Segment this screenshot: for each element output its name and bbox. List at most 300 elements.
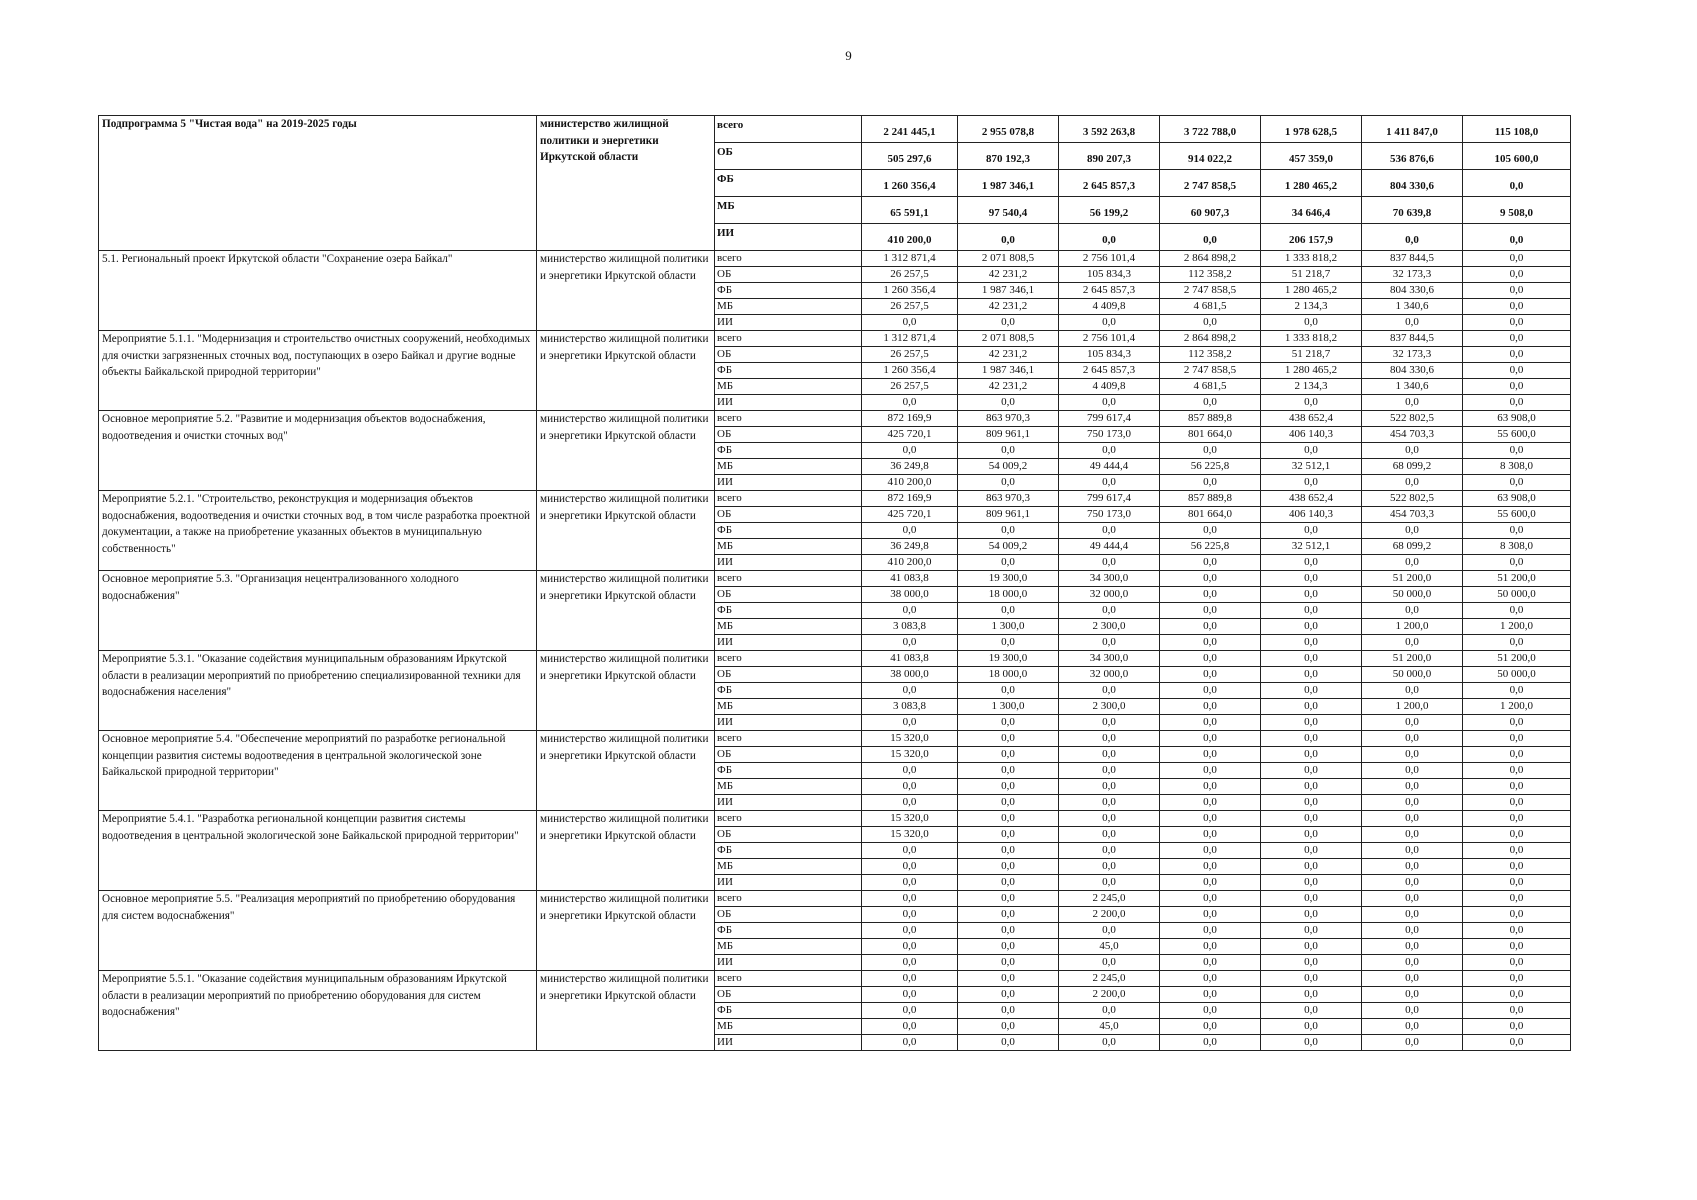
funding-amount: 870 192,3 [958, 143, 1059, 170]
funding-amount: 2 245,0 [1059, 891, 1160, 907]
funding-amount: 0,0 [1261, 763, 1362, 779]
funding-amount: 1 312 871,4 [862, 331, 958, 347]
funding-amount: 56 225,8 [1160, 459, 1261, 475]
funding-amount: 0,0 [1463, 379, 1571, 395]
funding-amount: 1 340,6 [1362, 299, 1463, 315]
funding-amount: 0,0 [1160, 843, 1261, 859]
funding-amount: 15 320,0 [862, 827, 958, 843]
funding-amount: 863 970,3 [958, 411, 1059, 427]
responsible-executor: министерство жилищной политики и энергетики Иркутской области [537, 491, 715, 571]
responsible-executor: министерство жилищной политики и энергетики Иркутской области [537, 891, 715, 971]
funding-amount: 1 200,0 [1362, 699, 1463, 715]
funding-amount: 36 249,8 [862, 459, 958, 475]
funding-source: МБ [715, 1019, 862, 1035]
funding-amount: 0,0 [1362, 1035, 1463, 1051]
funding-source: всего [715, 651, 862, 667]
funding-amount: 0,0 [1362, 907, 1463, 923]
funding-amount: 0,0 [862, 843, 958, 859]
funding-amount: 0,0 [1261, 651, 1362, 667]
funding-amount: 0,0 [1261, 859, 1362, 875]
funding-amount: 438 652,4 [1261, 491, 1362, 507]
funding-amount: 0,0 [1059, 315, 1160, 331]
funding-amount: 42 231,2 [958, 299, 1059, 315]
funding-amount: 50 000,0 [1463, 667, 1571, 683]
funding-amount: 0,0 [1059, 843, 1160, 859]
funding-amount: 505 297,6 [862, 143, 958, 170]
funding-amount: 0,0 [958, 731, 1059, 747]
funding-amount: 112 358,2 [1160, 347, 1261, 363]
funding-amount: 0,0 [1059, 875, 1160, 891]
funding-amount: 1 333 818,2 [1261, 251, 1362, 267]
funding-amount: 0,0 [1261, 587, 1362, 603]
funding-amount: 0,0 [1261, 571, 1362, 587]
funding-amount: 1 333 818,2 [1261, 331, 1362, 347]
funding-amount: 8 308,0 [1463, 539, 1571, 555]
funding-amount: 2 241 445,1 [862, 116, 958, 143]
funding-amount: 0,0 [1160, 603, 1261, 619]
funding-source: ФБ [715, 683, 862, 699]
funding-amount: 0,0 [1362, 315, 1463, 331]
funding-amount: 0,0 [1261, 843, 1362, 859]
funding-amount: 2 756 101,4 [1059, 331, 1160, 347]
funding-source: ИИ [715, 955, 862, 971]
funding-amount: 0,0 [862, 891, 958, 907]
funding-amount: 34 300,0 [1059, 651, 1160, 667]
funding-amount: 0,0 [1261, 779, 1362, 795]
table-row [99, 491, 1571, 507]
funding-source: МБ [715, 939, 862, 955]
funding-amount: 0,0 [1261, 747, 1362, 763]
program-item-name: Основное мероприятие 5.4. "Обеспечение мероприятий по разработке региональной концепции развития системы водоотведения в центральной экологической зоне Байкальской природной территории" [99, 731, 537, 811]
funding-amount: 0,0 [1160, 475, 1261, 491]
program-item-name: Мероприятие 5.1.1. "Модернизация и строительство очистных сооружений, необходимых для очистки загрязненных сточных вод, поступающих в озеро Байкал и другие водные объекты Байкальской природной территории" [99, 331, 537, 411]
funding-source: ОБ [715, 747, 862, 763]
funding-amount: 0,0 [1463, 827, 1571, 843]
funding-amount: 0,0 [1463, 1019, 1571, 1035]
funding-amount: 0,0 [958, 891, 1059, 907]
funding-amount: 50 000,0 [1362, 587, 1463, 603]
funding-amount: 0,0 [862, 763, 958, 779]
funding-amount: 38 000,0 [862, 587, 958, 603]
funding-amount: 42 231,2 [958, 379, 1059, 395]
funding-amount: 41 083,8 [862, 651, 958, 667]
funding-amount: 0,0 [1463, 347, 1571, 363]
funding-amount: 0,0 [1261, 891, 1362, 907]
funding-amount: 1 987 346,1 [958, 170, 1059, 197]
funding-amount: 0,0 [1463, 635, 1571, 651]
funding-source: всего [715, 811, 862, 827]
funding-source: ФБ [715, 843, 862, 859]
funding-amount: 2 134,3 [1261, 299, 1362, 315]
funding-amount: 26 257,5 [862, 299, 958, 315]
funding-amount: 0,0 [1463, 363, 1571, 379]
funding-amount: 0,0 [1463, 395, 1571, 411]
funding-amount: 0,0 [1261, 971, 1362, 987]
funding-amount: 0,0 [958, 923, 1059, 939]
funding-amount: 0,0 [1463, 555, 1571, 571]
funding-source: ИИ [715, 475, 862, 491]
funding-amount: 0,0 [862, 1035, 958, 1051]
funding-amount: 0,0 [958, 523, 1059, 539]
funding-amount: 0,0 [862, 955, 958, 971]
funding-amount: 45,0 [1059, 1019, 1160, 1035]
funding-amount: 0,0 [1160, 443, 1261, 459]
funding-amount: 0,0 [1463, 971, 1571, 987]
funding-amount: 0,0 [1160, 1019, 1261, 1035]
table-row [99, 891, 1571, 907]
funding-amount: 0,0 [1463, 987, 1571, 1003]
funding-amount: 0,0 [1261, 1019, 1362, 1035]
funding-amount: 2 300,0 [1059, 619, 1160, 635]
table-row [99, 331, 1571, 347]
funding-amount: 0,0 [862, 923, 958, 939]
funding-amount: 0,0 [1160, 779, 1261, 795]
funding-amount: 0,0 [1463, 251, 1571, 267]
funding-amount: 105 834,3 [1059, 267, 1160, 283]
table-row [99, 411, 1571, 427]
program-item-name: Основное мероприятие 5.5. "Реализация мероприятий по приобретению оборудования для систем водоснабжения" [99, 891, 537, 971]
funding-amount: 2 747 858,5 [1160, 283, 1261, 299]
funding-amount: 0,0 [1261, 683, 1362, 699]
funding-amount: 0,0 [1463, 923, 1571, 939]
funding-amount: 0,0 [958, 224, 1059, 251]
funding-amount: 0,0 [1261, 875, 1362, 891]
funding-source: ФБ [715, 923, 862, 939]
funding-amount: 0,0 [958, 635, 1059, 651]
funding-amount: 42 231,2 [958, 347, 1059, 363]
funding-source: ИИ [715, 715, 862, 731]
funding-amount: 68 099,2 [1362, 459, 1463, 475]
funding-amount: 804 330,6 [1362, 170, 1463, 197]
funding-amount: 0,0 [1160, 699, 1261, 715]
funding-amount: 0,0 [1261, 395, 1362, 411]
funding-amount: 0,0 [958, 779, 1059, 795]
funding-amount: 0,0 [1059, 395, 1160, 411]
funding-amount: 837 844,5 [1362, 251, 1463, 267]
funding-amount: 0,0 [1463, 747, 1571, 763]
funding-amount: 0,0 [1261, 939, 1362, 955]
funding-amount: 522 802,5 [1362, 491, 1463, 507]
funding-amount: 0,0 [958, 795, 1059, 811]
funding-amount: 70 639,8 [1362, 197, 1463, 224]
table-row [99, 116, 1571, 143]
funding-amount: 0,0 [1160, 987, 1261, 1003]
funding-amount: 41 083,8 [862, 571, 958, 587]
funding-amount: 1 300,0 [958, 619, 1059, 635]
funding-amount: 19 300,0 [958, 571, 1059, 587]
funding-amount: 0,0 [1160, 555, 1261, 571]
funding-amount: 750 173,0 [1059, 507, 1160, 523]
funding-amount: 1 200,0 [1463, 699, 1571, 715]
funding-amount: 0,0 [1160, 651, 1261, 667]
funding-amount: 0,0 [1261, 555, 1362, 571]
funding-source: МБ [715, 459, 862, 475]
funding-amount: 0,0 [1059, 955, 1160, 971]
funding-amount: 0,0 [1362, 923, 1463, 939]
funding-amount: 0,0 [1362, 603, 1463, 619]
funding-amount: 0,0 [1160, 224, 1261, 251]
funding-amount: 0,0 [1160, 1003, 1261, 1019]
funding-source: всего [715, 331, 862, 347]
funding-amount: 857 889,8 [1160, 411, 1261, 427]
funding-amount: 1 200,0 [1362, 619, 1463, 635]
program-item-name: Основное мероприятие 5.2. "Развитие и модернизация объектов водоснабжения, водоотведения и очистки сточных вод" [99, 411, 537, 491]
funding-amount: 410 200,0 [862, 475, 958, 491]
funding-amount: 0,0 [1160, 747, 1261, 763]
funding-amount: 3 083,8 [862, 619, 958, 635]
funding-source: ОБ [715, 667, 862, 683]
funding-amount: 0,0 [1059, 555, 1160, 571]
funding-amount: 105 600,0 [1463, 143, 1571, 170]
funding-amount: 1 260 356,4 [862, 170, 958, 197]
funding-amount: 0,0 [958, 875, 1059, 891]
funding-amount: 0,0 [1261, 443, 1362, 459]
funding-amount: 0,0 [958, 443, 1059, 459]
funding-amount: 0,0 [1160, 395, 1261, 411]
funding-amount: 0,0 [958, 987, 1059, 1003]
funding-source: МБ [715, 379, 862, 395]
funding-amount: 0,0 [958, 843, 1059, 859]
funding-amount: 0,0 [862, 907, 958, 923]
funding-amount: 3 592 263,8 [1059, 116, 1160, 143]
funding-source: ФБ [715, 603, 862, 619]
funding-amount: 406 140,3 [1261, 507, 1362, 523]
responsible-executor: министерство жилищной политики и энергетики Иркутской области [537, 571, 715, 651]
funding-amount: 0,0 [1261, 795, 1362, 811]
funding-amount: 0,0 [1362, 875, 1463, 891]
funding-amount: 0,0 [1463, 683, 1571, 699]
funding-amount: 0,0 [1463, 603, 1571, 619]
funding-amount: 63 908,0 [1463, 491, 1571, 507]
funding-amount: 0,0 [1160, 667, 1261, 683]
funding-amount: 0,0 [1059, 224, 1160, 251]
funding-amount: 4 681,5 [1160, 379, 1261, 395]
funding-amount: 0,0 [958, 603, 1059, 619]
funding-amount: 809 961,1 [958, 427, 1059, 443]
funding-amount: 410 200,0 [862, 224, 958, 251]
program-item-name: Мероприятие 5.3.1. "Оказание содействия муниципальным образованиям Иркутской области в реализации мероприятий по приобретению специализированной техники для водоснабжения населения" [99, 651, 537, 731]
funding-amount: 0,0 [1362, 1003, 1463, 1019]
funding-amount: 0,0 [1463, 299, 1571, 315]
funding-amount: 0,0 [862, 395, 958, 411]
funding-source: ИИ [715, 635, 862, 651]
table-row [99, 571, 1571, 587]
program-item-name: Мероприятие 5.2.1. "Строительство, реконструкция и модернизация объектов водоснабжения, водоотведения и очистки сточных вод, в том числе разработка проектной документации, а также на приобретение указанных объектов в муниципальную собственность" [99, 491, 537, 571]
funding-amount: 0,0 [1160, 859, 1261, 875]
responsible-executor: министерство жилищной политики и энергетики Иркутской области [537, 731, 715, 811]
funding-amount: 0,0 [1362, 731, 1463, 747]
table-row [99, 811, 1571, 827]
funding-source: всего [715, 571, 862, 587]
funding-amount: 0,0 [1160, 907, 1261, 923]
funding-amount: 0,0 [1059, 683, 1160, 699]
funding-amount: 2 756 101,4 [1059, 251, 1160, 267]
funding-amount: 0,0 [1160, 619, 1261, 635]
funding-amount: 68 099,2 [1362, 539, 1463, 555]
funding-amount: 522 802,5 [1362, 411, 1463, 427]
funding-amount: 0,0 [1362, 891, 1463, 907]
funding-amount: 0,0 [1059, 747, 1160, 763]
funding-amount: 34 300,0 [1059, 571, 1160, 587]
funding-amount: 32 173,3 [1362, 267, 1463, 283]
funding-amount: 0,0 [1362, 955, 1463, 971]
funding-source: ОБ [715, 507, 862, 523]
funding-amount: 0,0 [1160, 731, 1261, 747]
funding-amount: 0,0 [958, 763, 1059, 779]
funding-source: ОБ [715, 143, 862, 170]
funding-amount: 0,0 [958, 683, 1059, 699]
funding-amount: 56 225,8 [1160, 539, 1261, 555]
funding-amount: 406 140,3 [1261, 427, 1362, 443]
funding-amount: 457 359,0 [1261, 143, 1362, 170]
funding-amount: 0,0 [1261, 987, 1362, 1003]
funding-amount: 0,0 [1059, 603, 1160, 619]
funding-amount: 799 617,4 [1059, 411, 1160, 427]
funding-amount: 0,0 [1059, 443, 1160, 459]
funding-amount: 49 444,4 [1059, 539, 1160, 555]
funding-source: всего [715, 251, 862, 267]
funding-amount: 0,0 [1463, 523, 1571, 539]
table-body [99, 116, 1571, 1051]
funding-amount: 60 907,3 [1160, 197, 1261, 224]
funding-amount: 0,0 [958, 747, 1059, 763]
funding-amount: 0,0 [862, 1019, 958, 1035]
responsible-executor: министерство жилищной политики и энергетики Иркутской области [537, 811, 715, 891]
table-row [99, 251, 1571, 267]
funding-amount: 0,0 [1261, 603, 1362, 619]
funding-amount: 0,0 [1160, 763, 1261, 779]
budget-table [98, 115, 1571, 1051]
funding-amount: 454 703,3 [1362, 507, 1463, 523]
funding-amount: 410 200,0 [862, 555, 958, 571]
funding-amount: 3 083,8 [862, 699, 958, 715]
funding-amount: 863 970,3 [958, 491, 1059, 507]
funding-amount: 0,0 [1463, 763, 1571, 779]
funding-amount: 0,0 [1463, 811, 1571, 827]
funding-source: ФБ [715, 1003, 862, 1019]
funding-amount: 0,0 [1463, 907, 1571, 923]
funding-amount: 1 280 465,2 [1261, 363, 1362, 379]
funding-amount: 0,0 [862, 683, 958, 699]
funding-amount: 0,0 [1059, 715, 1160, 731]
funding-amount: 0,0 [1463, 859, 1571, 875]
funding-amount: 0,0 [862, 715, 958, 731]
funding-amount: 0,0 [1463, 891, 1571, 907]
funding-amount: 0,0 [1362, 443, 1463, 459]
funding-amount: 0,0 [862, 603, 958, 619]
funding-amount: 0,0 [1362, 987, 1463, 1003]
funding-amount: 0,0 [958, 907, 1059, 923]
funding-amount: 0,0 [1463, 715, 1571, 731]
funding-amount: 0,0 [1261, 1035, 1362, 1051]
funding-amount: 32 512,1 [1261, 459, 1362, 475]
funding-amount: 0,0 [1362, 971, 1463, 987]
funding-amount: 0,0 [1261, 523, 1362, 539]
funding-amount: 1 260 356,4 [862, 283, 958, 299]
table-row [99, 731, 1571, 747]
funding-amount: 0,0 [1362, 683, 1463, 699]
funding-amount: 0,0 [1463, 875, 1571, 891]
funding-amount: 0,0 [1463, 443, 1571, 459]
funding-amount: 0,0 [1463, 731, 1571, 747]
funding-amount: 0,0 [1362, 795, 1463, 811]
funding-amount: 0,0 [1463, 843, 1571, 859]
funding-amount: 0,0 [1059, 763, 1160, 779]
funding-amount: 0,0 [1362, 859, 1463, 875]
funding-amount: 801 664,0 [1160, 427, 1261, 443]
funding-amount: 0,0 [958, 955, 1059, 971]
responsible-executor: министерство жилищной политики и энергетики Иркутской области [537, 971, 715, 1051]
funding-source: ФБ [715, 283, 862, 299]
funding-amount: 0,0 [1059, 635, 1160, 651]
funding-amount: 51 200,0 [1463, 651, 1571, 667]
funding-amount: 0,0 [862, 443, 958, 459]
page-number: 9 [845, 48, 852, 63]
funding-amount: 0,0 [958, 555, 1059, 571]
funding-amount: 0,0 [1059, 475, 1160, 491]
funding-amount: 34 646,4 [1261, 197, 1362, 224]
funding-amount: 0,0 [958, 939, 1059, 955]
funding-source: ИИ [715, 555, 862, 571]
funding-amount: 115 108,0 [1463, 116, 1571, 143]
funding-amount: 0,0 [958, 395, 1059, 411]
funding-source: МБ [715, 859, 862, 875]
funding-amount: 0,0 [1261, 619, 1362, 635]
funding-amount: 1 340,6 [1362, 379, 1463, 395]
responsible-executor: министерство жилищной политики и энергетики Иркутской области [537, 331, 715, 411]
funding-source: ОБ [715, 987, 862, 1003]
funding-amount: 0,0 [1362, 843, 1463, 859]
funding-source: ИИ [715, 795, 862, 811]
funding-amount: 0,0 [1059, 859, 1160, 875]
funding-source: ФБ [715, 170, 862, 197]
funding-amount: 0,0 [1362, 715, 1463, 731]
funding-amount: 1 280 465,2 [1261, 283, 1362, 299]
funding-amount: 0,0 [1059, 795, 1160, 811]
funding-amount: 0,0 [1160, 811, 1261, 827]
funding-amount: 2 864 898,2 [1160, 331, 1261, 347]
program-item-name: Мероприятие 5.4.1. "Разработка региональной концепции развития системы водоотведения в центральной экологической зоне Байкальской природной территории" [99, 811, 537, 891]
funding-amount: 51 218,7 [1261, 347, 1362, 363]
funding-amount: 425 720,1 [862, 427, 958, 443]
funding-amount: 0,0 [862, 939, 958, 955]
funding-amount: 2 200,0 [1059, 907, 1160, 923]
funding-amount: 0,0 [1059, 523, 1160, 539]
funding-source: ИИ [715, 315, 862, 331]
funding-amount: 0,0 [1261, 811, 1362, 827]
funding-amount: 55 600,0 [1463, 427, 1571, 443]
funding-amount: 0,0 [1261, 731, 1362, 747]
funding-amount: 0,0 [1261, 475, 1362, 491]
funding-amount: 837 844,5 [1362, 331, 1463, 347]
funding-amount: 0,0 [1362, 635, 1463, 651]
funding-amount: 1 978 628,5 [1261, 116, 1362, 143]
funding-amount: 2 645 857,3 [1059, 170, 1160, 197]
funding-amount: 799 617,4 [1059, 491, 1160, 507]
funding-amount: 19 300,0 [958, 651, 1059, 667]
funding-amount: 0,0 [1261, 923, 1362, 939]
funding-amount: 872 169,9 [862, 491, 958, 507]
funding-amount: 2 245,0 [1059, 971, 1160, 987]
funding-amount: 4 409,8 [1059, 299, 1160, 315]
funding-amount: 0,0 [1362, 555, 1463, 571]
funding-amount: 0,0 [1463, 795, 1571, 811]
funding-amount: 0,0 [1362, 1019, 1463, 1035]
funding-amount: 0,0 [1362, 779, 1463, 795]
funding-amount: 0,0 [958, 827, 1059, 843]
funding-amount: 0,0 [1463, 955, 1571, 971]
funding-amount: 914 022,2 [1160, 143, 1261, 170]
